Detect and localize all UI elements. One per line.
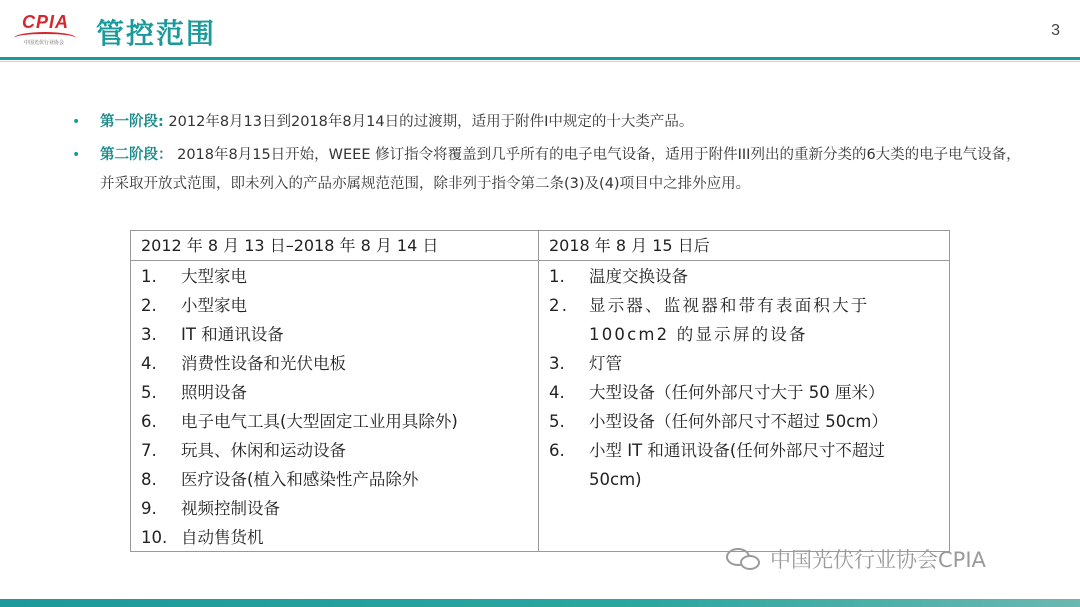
footer-bar <box>0 599 1080 607</box>
bullet-label: 第一阶段: <box>100 114 164 130</box>
wechat-icon <box>724 546 764 572</box>
watermark <box>724 544 986 574</box>
item-number: 3. <box>141 325 157 344</box>
list-item <box>131 494 538 523</box>
item-text: 电子电气工具(大型固定工业用具除外) <box>181 412 458 431</box>
item-text: 显示器、监视器和带有表面积大于100cm2 的显示屏的设备 <box>589 296 870 344</box>
item-text: 温度交换设备 <box>589 267 688 286</box>
list-item <box>131 349 538 378</box>
item-text: 医疗设备(植入和感染性产品除外 <box>181 470 419 489</box>
item-number: 10. <box>141 528 168 547</box>
bullet-dot-icon: • <box>72 114 81 130</box>
item-text: 大型设备（任何外部尺寸大于 50 厘米） <box>589 383 885 402</box>
logo-subtitle: 中国光伏行业协会 <box>24 40 65 46</box>
header-divider-thin <box>0 61 1080 62</box>
list-item <box>539 291 949 349</box>
item-number: 8. <box>141 470 157 489</box>
table-header-2018: 2018 年 8 月 15 日后 <box>539 231 949 261</box>
list-item <box>539 262 949 291</box>
bullet-text: 2012年8月13日到2018年8月14日的过渡期，适用于附件I中规定的十大类产品。 <box>163 114 694 130</box>
list-item <box>131 291 538 320</box>
item-number: 2. <box>549 296 570 315</box>
bullet-dot-icon: • <box>72 147 81 163</box>
list-item <box>131 378 538 407</box>
item-number: 6. <box>141 412 157 431</box>
bullet-item-phase-2 <box>72 141 1032 199</box>
item-number: 4. <box>549 383 565 402</box>
cpia-logo <box>10 8 80 52</box>
item-text: IT 和通讯设备 <box>181 325 284 344</box>
list-item <box>131 262 538 291</box>
item-text: 灯管 <box>589 354 622 373</box>
list-item <box>131 320 538 349</box>
item-text: 自动售货机 <box>181 528 264 547</box>
table-column-2018 <box>539 231 949 551</box>
table-header-2012: 2012 年 8 月 13 日–2018 年 8 月 14 日 <box>131 231 538 261</box>
item-text: 大型家电 <box>181 267 247 286</box>
watermark-text: 中国光伏行业协会CPIA <box>770 548 986 572</box>
list-item <box>539 378 949 407</box>
bullet-item-phase-1 <box>72 108 1032 137</box>
item-number: 9. <box>141 499 157 518</box>
logo-text: CPIA <box>22 12 70 32</box>
item-number: 6. <box>549 441 565 460</box>
list-item <box>539 407 949 436</box>
bullet-label: 第二阶段： <box>100 147 173 163</box>
list-item <box>131 407 538 436</box>
item-text: 消费性设备和光伏电板 <box>181 354 346 373</box>
header-divider <box>0 57 1080 60</box>
item-number: 1. <box>141 267 157 286</box>
item-number: 5. <box>141 383 157 402</box>
table-body-2018 <box>539 261 949 494</box>
item-text: 玩具、休闲和运动设备 <box>181 441 346 460</box>
bullet-text: 2018年8月15日开始，WEEE 修订指令将覆盖到几乎所有的电子电气设备，适用于附件III列出的重新分类的6大类的电子电气设备，并采取开放式范围，即未列入的产品亦属规范范围，除非列于指令第二条(3)及(4)项目中之排外应用。 <box>100 147 1021 192</box>
list-item <box>539 349 949 378</box>
page-number: 3 <box>1051 22 1060 39</box>
list-item <box>131 465 538 494</box>
item-text: 小型家电 <box>181 296 247 315</box>
item-number: 3. <box>549 354 565 373</box>
bullet-list <box>72 108 1032 199</box>
table-column-2012 <box>131 231 539 551</box>
scope-table <box>130 230 950 552</box>
slide-title: 管控范围 <box>96 17 217 50</box>
item-number: 5. <box>549 412 565 431</box>
list-item <box>131 523 538 552</box>
item-number: 2. <box>141 296 157 315</box>
slide-header <box>0 0 1080 62</box>
table-body-2012 <box>131 261 538 552</box>
item-number: 4. <box>141 354 157 373</box>
item-number: 1. <box>549 267 565 286</box>
list-item <box>131 436 538 465</box>
item-text: 小型 IT 和通讯设备(任何外部尺寸不超过 50cm) <box>589 441 885 489</box>
item-number: 7. <box>141 441 157 460</box>
item-text: 小型设备（任何外部尺寸不超过 50cm） <box>589 412 888 431</box>
list-item <box>539 436 949 494</box>
item-text: 照明设备 <box>181 383 247 402</box>
item-text: 视频控制设备 <box>181 499 280 518</box>
